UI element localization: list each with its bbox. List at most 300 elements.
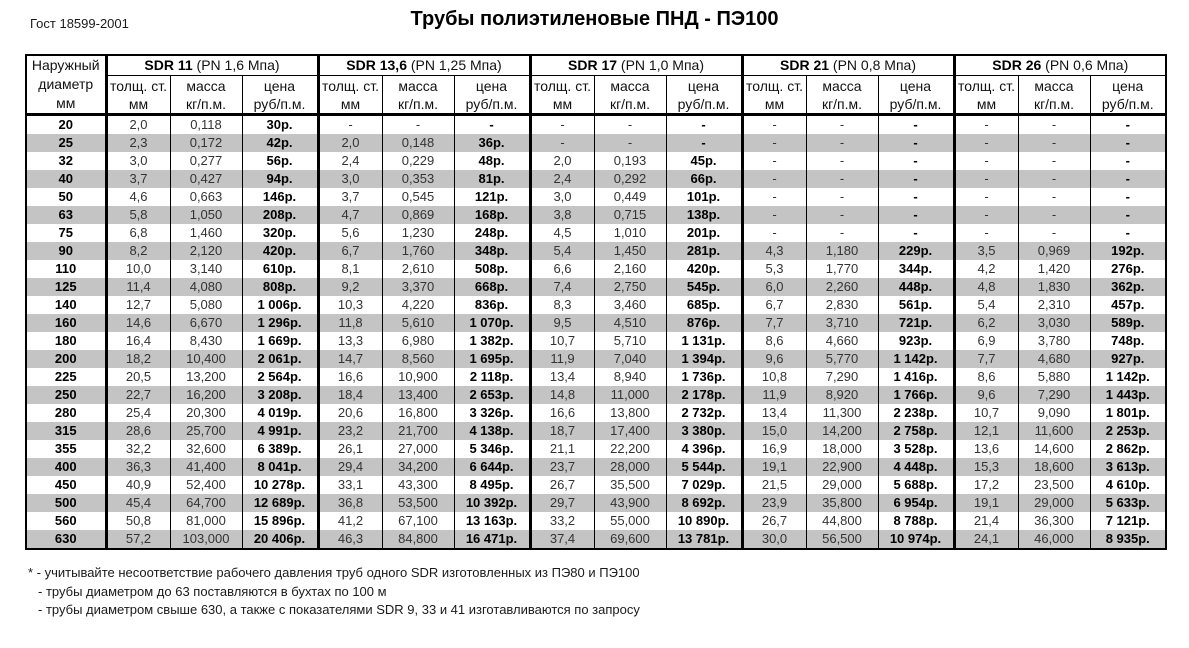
- thickness-cell: 18,7: [530, 422, 594, 440]
- mass-cell: 2,120: [170, 242, 242, 260]
- thickness-cell: 2,0: [318, 134, 382, 152]
- thickness-cell: 50,8: [106, 512, 170, 530]
- table-row: [26, 476, 1166, 494]
- mass-cell: -: [806, 134, 878, 152]
- mass-cell: 4,510: [594, 314, 666, 332]
- thickness-cell: 4,2: [954, 260, 1018, 278]
- price-cell: 12 689р.: [242, 494, 318, 512]
- thickness-cell: 5,6: [318, 224, 382, 242]
- thickness-cell: 8,6: [954, 368, 1018, 386]
- mass-cell: 5,610: [382, 314, 454, 332]
- diameter-cell: 125: [26, 278, 106, 296]
- mass-cell: 69,600: [594, 530, 666, 549]
- thickness-cell: -: [742, 188, 806, 206]
- mass-cell: 14,200: [806, 422, 878, 440]
- mass-cell: 1,010: [594, 224, 666, 242]
- price-cell: 561р.: [878, 296, 954, 314]
- mass-cell: 0,148: [382, 134, 454, 152]
- mass-cell: 0,229: [382, 152, 454, 170]
- price-cell: 4 610р.: [1090, 476, 1166, 494]
- thickness-cell: 2,3: [106, 134, 170, 152]
- price-cell: 420р.: [666, 260, 742, 278]
- price-cell: 420р.: [242, 242, 318, 260]
- sub-header-thickness: толщ. ст. мм: [954, 76, 1018, 115]
- table-row: [26, 350, 1166, 368]
- price-cell: 685р.: [666, 296, 742, 314]
- table-row: [26, 404, 1166, 422]
- thickness-cell: 16,4: [106, 332, 170, 350]
- mass-cell: 84,800: [382, 530, 454, 549]
- diameter-cell: 500: [26, 494, 106, 512]
- price-cell: 2 061р.: [242, 350, 318, 368]
- mass-cell: 6,980: [382, 332, 454, 350]
- diameter-cell: 50: [26, 188, 106, 206]
- mass-cell: 5,710: [594, 332, 666, 350]
- price-cell: 201р.: [666, 224, 742, 242]
- thickness-cell: 11,4: [106, 278, 170, 296]
- thickness-cell: 23,7: [530, 458, 594, 476]
- price-cell: 2 653р.: [454, 386, 530, 404]
- price-cell: 2 564р.: [242, 368, 318, 386]
- mass-cell: -: [382, 115, 454, 135]
- mass-cell: 4,080: [170, 278, 242, 296]
- thickness-cell: 8,3: [530, 296, 594, 314]
- page-header: [0, 0, 1189, 46]
- price-cell: 348р.: [454, 242, 530, 260]
- mass-cell: 0,969: [1018, 242, 1090, 260]
- price-cell: 138р.: [666, 206, 742, 224]
- price-cell: 121р.: [454, 188, 530, 206]
- thickness-cell: 21,5: [742, 476, 806, 494]
- mass-cell: 1,180: [806, 242, 878, 260]
- price-cell: 2 178р.: [666, 386, 742, 404]
- sub-header-thickness: толщ. ст. мм: [318, 76, 382, 115]
- mass-cell: 1,050: [170, 206, 242, 224]
- sub-header-price: цена руб/п.м.: [1090, 76, 1166, 115]
- diameter-cell: 280: [26, 404, 106, 422]
- thickness-cell: 14,6: [106, 314, 170, 332]
- mass-cell: 0,172: [170, 134, 242, 152]
- thickness-cell: 10,3: [318, 296, 382, 314]
- price-cell: 3 528р.: [878, 440, 954, 458]
- mass-cell: 35,800: [806, 494, 878, 512]
- mass-cell: 2,830: [806, 296, 878, 314]
- mass-cell: 44,800: [806, 512, 878, 530]
- footnote-line: - трубы диаметром до 63 поставляются в бухтах по 100 м: [38, 583, 387, 599]
- mass-cell: 32,600: [170, 440, 242, 458]
- price-cell: 5 633р.: [1090, 494, 1166, 512]
- price-cell: 10 278р.: [242, 476, 318, 494]
- mass-cell: -: [806, 206, 878, 224]
- thickness-cell: 37,4: [530, 530, 594, 549]
- thickness-cell: 6,7: [318, 242, 382, 260]
- mass-cell: 9,090: [1018, 404, 1090, 422]
- mass-cell: 55,000: [594, 512, 666, 530]
- mass-cell: -: [806, 188, 878, 206]
- mass-cell: 53,500: [382, 494, 454, 512]
- thickness-cell: 22,7: [106, 386, 170, 404]
- thickness-cell: -: [954, 188, 1018, 206]
- table-row: [26, 206, 1166, 224]
- thickness-cell: 4,8: [954, 278, 1018, 296]
- thickness-cell: 4,3: [742, 242, 806, 260]
- price-cell: 668р.: [454, 278, 530, 296]
- table-row: [26, 512, 1166, 530]
- mass-cell: 5,080: [170, 296, 242, 314]
- price-cell: 1 296р.: [242, 314, 318, 332]
- mass-cell: 8,560: [382, 350, 454, 368]
- thickness-cell: 18,2: [106, 350, 170, 368]
- price-cell: -: [1090, 188, 1166, 206]
- table-row: [26, 332, 1166, 350]
- thickness-cell: 25,4: [106, 404, 170, 422]
- sdr-group-header: SDR 17 (PN 1,0 Мпа): [530, 55, 742, 76]
- mass-cell: 11,000: [594, 386, 666, 404]
- diameter-cell: 630: [26, 530, 106, 549]
- thickness-cell: 10,7: [530, 332, 594, 350]
- price-cell: -: [878, 134, 954, 152]
- thickness-cell: 3,0: [530, 188, 594, 206]
- thickness-cell: -: [954, 206, 1018, 224]
- price-cell: 10 890р.: [666, 512, 742, 530]
- price-cell: -: [1090, 134, 1166, 152]
- price-cell: 192р.: [1090, 242, 1166, 260]
- thickness-cell: 19,1: [742, 458, 806, 476]
- thickness-cell: 10,0: [106, 260, 170, 278]
- thickness-cell: 2,4: [530, 170, 594, 188]
- table-row: [26, 278, 1166, 296]
- price-cell: 2 118р.: [454, 368, 530, 386]
- mass-cell: 67,100: [382, 512, 454, 530]
- price-cell: 1 006р.: [242, 296, 318, 314]
- sub-header-thickness: толщ. ст. мм: [530, 76, 594, 115]
- price-cell: 45р.: [666, 152, 742, 170]
- mass-cell: 27,000: [382, 440, 454, 458]
- thickness-cell: 45,4: [106, 494, 170, 512]
- price-cell: 48р.: [454, 152, 530, 170]
- diameter-cell: 32: [26, 152, 106, 170]
- mass-cell: 4,660: [806, 332, 878, 350]
- mass-cell: 5,880: [1018, 368, 1090, 386]
- table-row: [26, 368, 1166, 386]
- thickness-cell: 7,7: [954, 350, 1018, 368]
- price-cell: 1 443р.: [1090, 386, 1166, 404]
- price-cell: 2 862р.: [1090, 440, 1166, 458]
- mass-cell: 0,277: [170, 152, 242, 170]
- price-cell: 1 142р.: [1090, 368, 1166, 386]
- thickness-cell: 10,7: [954, 404, 1018, 422]
- price-cell: 101р.: [666, 188, 742, 206]
- mass-cell: 1,770: [806, 260, 878, 278]
- thickness-cell: -: [954, 170, 1018, 188]
- thickness-cell: 9,6: [954, 386, 1018, 404]
- mass-cell: 22,900: [806, 458, 878, 476]
- thickness-cell: 15,0: [742, 422, 806, 440]
- thickness-cell: 23,9: [742, 494, 806, 512]
- thickness-cell: 21,4: [954, 512, 1018, 530]
- price-cell: 3 380р.: [666, 422, 742, 440]
- price-cell: 1 070р.: [454, 314, 530, 332]
- mass-cell: 43,300: [382, 476, 454, 494]
- price-cell: 344р.: [878, 260, 954, 278]
- price-cell: -: [454, 115, 530, 135]
- sub-header-price: цена руб/п.м.: [454, 76, 530, 115]
- mass-cell: 16,200: [170, 386, 242, 404]
- thickness-cell: 11,9: [530, 350, 594, 368]
- diameter-cell: 90: [26, 242, 106, 260]
- mass-cell: 25,700: [170, 422, 242, 440]
- price-cell: 4 396р.: [666, 440, 742, 458]
- price-cell: 4 991р.: [242, 422, 318, 440]
- mass-cell: 0,449: [594, 188, 666, 206]
- mass-cell: 2,160: [594, 260, 666, 278]
- mass-cell: 22,200: [594, 440, 666, 458]
- price-cell: 589р.: [1090, 314, 1166, 332]
- thickness-cell: -: [530, 134, 594, 152]
- price-cell: 508р.: [454, 260, 530, 278]
- price-cell: -: [1090, 152, 1166, 170]
- mass-cell: -: [1018, 224, 1090, 242]
- thickness-cell: 16,6: [530, 404, 594, 422]
- price-cell: 36р.: [454, 134, 530, 152]
- mass-cell: 2,750: [594, 278, 666, 296]
- thickness-cell: 6,0: [742, 278, 806, 296]
- mass-cell: -: [1018, 134, 1090, 152]
- diameter-cell: 75: [26, 224, 106, 242]
- mass-cell: 1,830: [1018, 278, 1090, 296]
- price-cell: 808р.: [242, 278, 318, 296]
- price-cell: 10 392р.: [454, 494, 530, 512]
- sdr-group-header: SDR 11 (PN 1,6 Мпа): [106, 55, 318, 76]
- sub-header-price: цена руб/п.м.: [666, 76, 742, 115]
- thickness-cell: -: [742, 152, 806, 170]
- thickness-cell: -: [530, 115, 594, 135]
- mass-cell: 103,000: [170, 530, 242, 549]
- price-cell: -: [878, 115, 954, 135]
- thickness-cell: 13,3: [318, 332, 382, 350]
- price-cell: 6 954р.: [878, 494, 954, 512]
- mass-cell: -: [806, 152, 878, 170]
- mass-cell: 0,353: [382, 170, 454, 188]
- price-cell: 7 029р.: [666, 476, 742, 494]
- price-cell: 8 935р.: [1090, 530, 1166, 549]
- thickness-cell: 24,1: [954, 530, 1018, 549]
- thickness-cell: 8,1: [318, 260, 382, 278]
- table-row: [26, 458, 1166, 476]
- thickness-cell: 9,6: [742, 350, 806, 368]
- price-cell: 1 382р.: [454, 332, 530, 350]
- sub-header-price: цена руб/п.м.: [878, 76, 954, 115]
- thickness-cell: 6,6: [530, 260, 594, 278]
- sub-header-thickness: толщ. ст. мм: [742, 76, 806, 115]
- sub-header-mass: масса кг/п.м.: [170, 76, 242, 115]
- price-cell: -: [878, 152, 954, 170]
- price-cell: -: [1090, 115, 1166, 135]
- mass-cell: 7,290: [806, 368, 878, 386]
- price-cell: 5 544р.: [666, 458, 742, 476]
- price-cell: 6 389р.: [242, 440, 318, 458]
- mass-cell: -: [806, 224, 878, 242]
- footnotes: [28, 564, 1189, 620]
- mass-cell: 52,400: [170, 476, 242, 494]
- thickness-cell: 3,8: [530, 206, 594, 224]
- price-cell: 923р.: [878, 332, 954, 350]
- thickness-cell: 6,2: [954, 314, 1018, 332]
- price-cell: 42р.: [242, 134, 318, 152]
- header-group-row: [26, 55, 1166, 76]
- thickness-cell: 23,2: [318, 422, 382, 440]
- mass-cell: 3,030: [1018, 314, 1090, 332]
- mass-cell: 43,900: [594, 494, 666, 512]
- price-cell: 10 974р.: [878, 530, 954, 549]
- mass-cell: 8,940: [594, 368, 666, 386]
- price-cell: 610р.: [242, 260, 318, 278]
- mass-cell: 18,000: [806, 440, 878, 458]
- thickness-cell: 14,7: [318, 350, 382, 368]
- price-cell: 6 644р.: [454, 458, 530, 476]
- price-cell: 320р.: [242, 224, 318, 242]
- diameter-cell: 450: [26, 476, 106, 494]
- thickness-cell: 4,5: [530, 224, 594, 242]
- mass-cell: 10,400: [170, 350, 242, 368]
- price-cell: 248р.: [454, 224, 530, 242]
- table-header: [26, 55, 1166, 115]
- price-cell: -: [878, 224, 954, 242]
- mass-cell: 46,000: [1018, 530, 1090, 549]
- mass-cell: 11,300: [806, 404, 878, 422]
- thickness-cell: 21,1: [530, 440, 594, 458]
- mass-cell: 7,290: [1018, 386, 1090, 404]
- price-cell: 2 253р.: [1090, 422, 1166, 440]
- diameter-cell: 40: [26, 170, 106, 188]
- sdr-group-header: SDR 21 (PN 0,8 Мпа): [742, 55, 954, 76]
- table-row: [26, 440, 1166, 458]
- thickness-cell: 3,5: [954, 242, 1018, 260]
- thickness-cell: 2,4: [318, 152, 382, 170]
- price-cell: 448р.: [878, 278, 954, 296]
- thickness-cell: 11,8: [318, 314, 382, 332]
- mass-cell: -: [1018, 152, 1090, 170]
- thickness-cell: -: [742, 206, 806, 224]
- price-cell: 208р.: [242, 206, 318, 224]
- price-cell: 5 688р.: [878, 476, 954, 494]
- mass-cell: -: [1018, 206, 1090, 224]
- price-cell: 16 471р.: [454, 530, 530, 549]
- thickness-cell: 2,0: [530, 152, 594, 170]
- sdr-group-header: SDR 13,6 (PN 1,25 Мпа): [318, 55, 530, 76]
- thickness-cell: 18,4: [318, 386, 382, 404]
- thickness-cell: -: [742, 134, 806, 152]
- thickness-cell: 30,0: [742, 530, 806, 549]
- gost-label: Гост 18599-2001: [30, 16, 129, 31]
- mass-cell: 23,500: [1018, 476, 1090, 494]
- sub-header-thickness: толщ. ст. мм: [106, 76, 170, 115]
- table-row: [26, 314, 1166, 332]
- table-row: [26, 422, 1166, 440]
- thickness-cell: 46,3: [318, 530, 382, 549]
- thickness-cell: 2,0: [106, 115, 170, 135]
- mass-cell: -: [594, 115, 666, 135]
- table-row: [26, 224, 1166, 242]
- price-cell: 1 801р.: [1090, 404, 1166, 422]
- pipe-price-table: [25, 54, 1167, 550]
- mass-cell: 0,869: [382, 206, 454, 224]
- mass-cell: 6,670: [170, 314, 242, 332]
- diameter-cell: 315: [26, 422, 106, 440]
- thickness-cell: 3,0: [318, 170, 382, 188]
- price-cell: 2 758р.: [878, 422, 954, 440]
- thickness-cell: -: [318, 115, 382, 135]
- mass-cell: 0,663: [170, 188, 242, 206]
- thickness-cell: 8,2: [106, 242, 170, 260]
- thickness-cell: 20,6: [318, 404, 382, 422]
- diameter-cell: 200: [26, 350, 106, 368]
- header-sub-row: [26, 76, 1166, 115]
- mass-cell: 64,700: [170, 494, 242, 512]
- thickness-cell: 13,4: [530, 368, 594, 386]
- mass-cell: -: [806, 115, 878, 135]
- thickness-cell: 5,4: [954, 296, 1018, 314]
- mass-cell: 3,370: [382, 278, 454, 296]
- mass-cell: -: [1018, 188, 1090, 206]
- price-cell: 1 142р.: [878, 350, 954, 368]
- price-cell: 30р.: [242, 115, 318, 135]
- diameter-cell: 180: [26, 332, 106, 350]
- thickness-cell: 4,6: [106, 188, 170, 206]
- mass-cell: 0,715: [594, 206, 666, 224]
- footnote-line: * - учитывайте несоответствие рабочего давления труб одного SDR изготовленных из ПЭ80 и ПЭ100: [28, 565, 640, 580]
- mass-cell: 7,040: [594, 350, 666, 368]
- mass-cell: 10,900: [382, 368, 454, 386]
- price-cell: 20 406р.: [242, 530, 318, 549]
- thickness-cell: 6,7: [742, 296, 806, 314]
- mass-cell: 3,460: [594, 296, 666, 314]
- table-row: [26, 260, 1166, 278]
- price-cell: 3 208р.: [242, 386, 318, 404]
- price-cell: 81р.: [454, 170, 530, 188]
- mass-cell: 41,400: [170, 458, 242, 476]
- price-cell: 3 613р.: [1090, 458, 1166, 476]
- mass-cell: 13,400: [382, 386, 454, 404]
- table-row: [26, 296, 1166, 314]
- thickness-cell: 7,7: [742, 314, 806, 332]
- thickness-cell: 12,1: [954, 422, 1018, 440]
- table-row: [26, 152, 1166, 170]
- price-cell: -: [1090, 170, 1166, 188]
- sub-header-price: цена руб/п.м.: [242, 76, 318, 115]
- price-cell: 1 131р.: [666, 332, 742, 350]
- price-cell: -: [666, 115, 742, 135]
- price-cell: 362р.: [1090, 278, 1166, 296]
- table-row: [26, 134, 1166, 152]
- thickness-cell: 17,2: [954, 476, 1018, 494]
- thickness-cell: 7,4: [530, 278, 594, 296]
- thickness-cell: 12,7: [106, 296, 170, 314]
- price-cell: 1 736р.: [666, 368, 742, 386]
- mass-cell: 29,000: [806, 476, 878, 494]
- thickness-cell: -: [742, 224, 806, 242]
- price-cell: 836р.: [454, 296, 530, 314]
- thickness-cell: 36,8: [318, 494, 382, 512]
- price-cell: 13 163р.: [454, 512, 530, 530]
- thickness-cell: 6,9: [954, 332, 1018, 350]
- mass-cell: 17,400: [594, 422, 666, 440]
- price-cell: 8 041р.: [242, 458, 318, 476]
- diameter-cell: 110: [26, 260, 106, 278]
- price-cell: 2 732р.: [666, 404, 742, 422]
- table-body: [26, 115, 1166, 550]
- price-cell: 7 121р.: [1090, 512, 1166, 530]
